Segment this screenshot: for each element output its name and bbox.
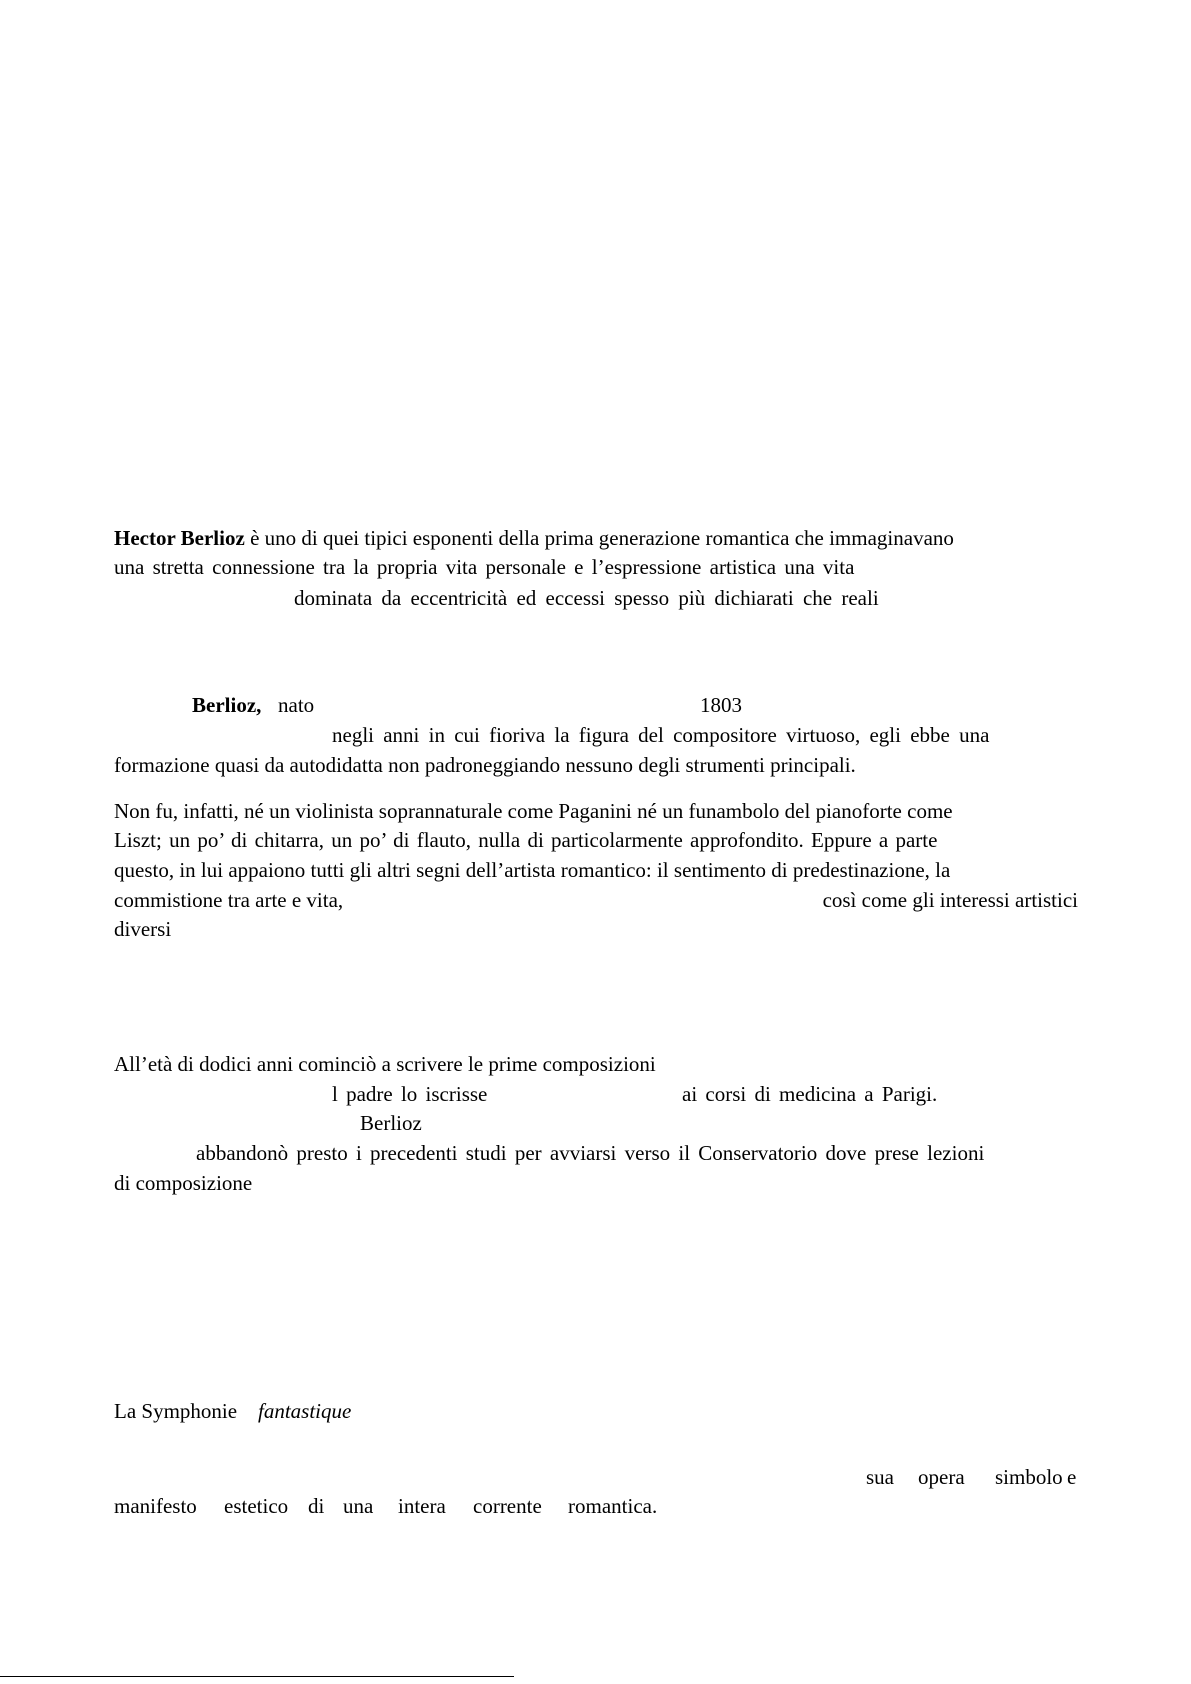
paragraph-3-line-3 [114, 856, 1078, 885]
paragraph-3-line-5 [114, 915, 1078, 944]
footnote-separator [0, 1676, 514, 1677]
paragraph-3-line-2 [114, 826, 1078, 855]
paragraph-5-word: sua [866, 1465, 894, 1489]
paragraph-1-line-3 [114, 584, 1078, 613]
paragraph-4-line-1-text: All’età di dodici anni cominciò a scrivere le prime composizioni [114, 1052, 656, 1076]
paragraph-5-word: romantica. [568, 1494, 658, 1518]
paragraph-1-line-1-text: è uno di quei tipici esponenti della prima generazione romantica che immaginavano [250, 526, 954, 550]
paragraph-4-line-4-text: abbandonò presto i precedenti studi per avviarsi verso il Conservatorio dove prese lezioni [196, 1141, 985, 1165]
paragraph-5-word: simbolo [995, 1465, 1063, 1489]
paragraph-4-line-4 [114, 1139, 1078, 1168]
paragraph-5-word: estetico [224, 1494, 289, 1518]
paragraph-4-line-2-b: ai corsi di medicina a Parigi. [682, 1082, 938, 1106]
berlioz-bold: Berlioz, [192, 693, 262, 717]
paragraph-2-line-1 [114, 691, 1078, 720]
paragraph-5-word: di [308, 1494, 325, 1518]
paragraph-5-word: e [1067, 1465, 1077, 1489]
paragraph-3-line-3-text: questo, in lui appaiono tutti gli altri segni dell’artista romantico: il sentimento di predestinazione, la [114, 858, 951, 882]
author-name-bold: Hector Berlioz [114, 526, 245, 550]
symphonie-heading-line [114, 1397, 1078, 1426]
paragraph-3-line-4-right: così come gli interessi artistici [822, 888, 1078, 912]
paragraph-4-line-5-text: di composizione [114, 1171, 253, 1195]
paragraph-3-line-4-left: commistione tra arte e vita, [114, 888, 344, 912]
paragraph-1-line-2-text: una stretta connessione tra la propria vita personale e l’espressione artistica una vita [114, 555, 855, 579]
paragraph-3-line-1-text: Non fu, infatti, né un violinista soprannaturale come Paganini né un funambolo del pianoforte come [114, 799, 953, 823]
paragraph-4-line-2-a: l padre lo iscrisse [332, 1082, 488, 1106]
paragraph-3-line-2-text: Liszt; un po’ di chitarra, un po’ di flauto, nulla di particolarmente approfondito. Eppure a parte [114, 828, 938, 852]
paragraph-1-line-3-text: dominata da eccentricità ed eccessi spesso più dichiarati che reali [294, 586, 879, 610]
paragraph-4-line-1 [114, 1050, 1078, 1079]
paragraph-2-line-1-text: nato [278, 693, 315, 717]
paragraph-5-line-2 [114, 1463, 1078, 1492]
paragraph-3-line-4 [114, 886, 1078, 915]
paragraph-3-line-1 [114, 797, 1078, 826]
paragraph-2-line-3-text: formazione quasi da autodidatta non padroneggiando nessuno degli strumenti principali. [114, 753, 856, 777]
paragraph-2-line-2 [114, 721, 1078, 750]
paragraph-2-line-2-text: negli anni in cui fioriva la figura del compositore virtuoso, egli ebbe una [332, 723, 990, 747]
paragraph-5-line-3 [114, 1492, 1078, 1521]
paragraph-4-line-3-text: Berlioz [360, 1111, 422, 1135]
symphonie-heading-italic: fantastique [258, 1399, 352, 1423]
symphonie-heading-plain: La Symphonie [114, 1399, 238, 1423]
birth-year: 1803 [700, 693, 742, 717]
paragraph-3-line-5-text: diversi [114, 917, 172, 941]
paragraph-5-word: manifesto [114, 1494, 197, 1518]
paragraph-1-line-1 [114, 524, 1078, 553]
paragraph-4-line-5 [114, 1169, 1078, 1198]
paragraph-5-word: una [343, 1494, 374, 1518]
paragraph-5-word: opera [918, 1465, 965, 1489]
paragraph-2-line-3 [114, 751, 1078, 780]
paragraph-4-line-3 [114, 1109, 1078, 1138]
paragraph-5-word: intera [398, 1494, 446, 1518]
paragraph-5-word: corrente [473, 1494, 542, 1518]
paragraph-4-line-2 [114, 1080, 1078, 1109]
paragraph-1-line-2 [114, 553, 1078, 582]
